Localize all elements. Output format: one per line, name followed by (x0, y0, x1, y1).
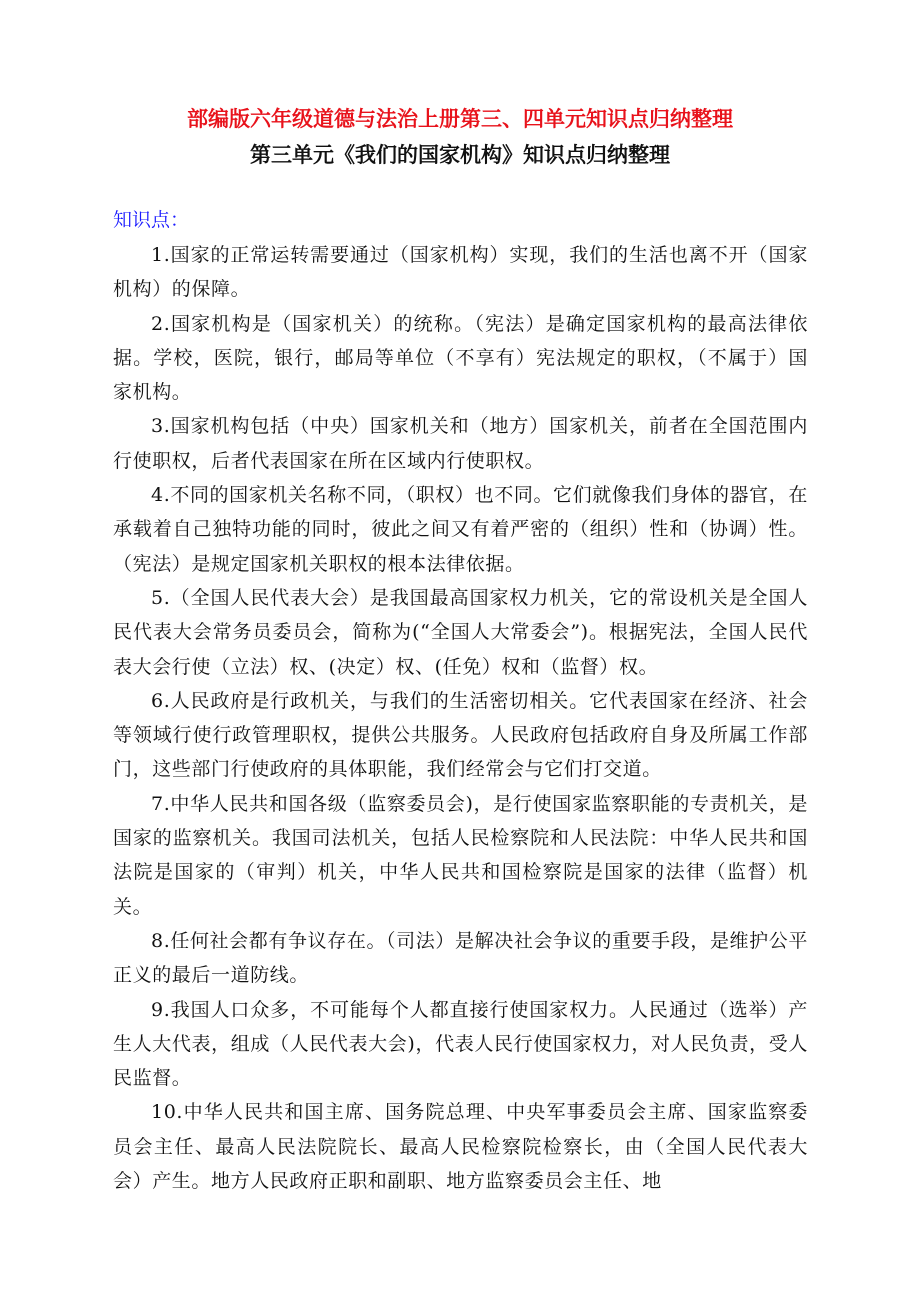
unit-subtitle: 第三单元《我们的国家机构》知识点归纳整理 (250, 143, 670, 167)
section-label: 知识点： (113, 209, 190, 231)
paragraph-3: 3.国家机构包括（中央）国家机关和（地方）国家机关，前者在全国范围内行使职权，后者代表国家在所在区域内行使职权。 (113, 415, 808, 472)
paragraph-8: 8.任何社会都有争议存在。（司法）是解决社会争议的重要手段，是维护公平正义的最后一道防线。 (113, 929, 808, 987)
document-body (113, 238, 808, 1198)
paragraph-5: 5.（全国人民代表大会）是我国最高国家权力机关，它的常设机关是全国人民代表大会常务员委员会，简称为(“全国人大常委会”)。根据宪法，全国人民代表大会行使（立法）权、(决定）权、(任免）权和（监督）权。 (113, 586, 808, 678)
paragraph-4: 4.不同的国家机关名称不同，（职权）也不同。它们就像我们身体的器官，在承载着自己独特功能的同时，彼此之间又有着严密的（组织）性和（协调）性。（宪法）是规定国家机关职权的根本法律依据。 (113, 484, 808, 575)
paragraph-1: 1.国家的正常运转需要通过（国家机构）实现，我们的生活也离不开（国家机构）的保障。 (113, 244, 808, 301)
paragraph-7: 7.中华人民共和国各级（监察委员会)，是行使国家监察职能的专责机关，是国家的监察机关。我国司法机关，包括人民检察院和人民法院：中华人民共和国法院是国家的（审判）机关，中华人民共和国检察院是国家的法律（监督）机关。 (113, 792, 808, 918)
paragraph-6: 6.人民政府是行政机关，与我们的生活密切相关。它代表国家在经济、社会等领域行使行政管理职权，提供公共服务。人民政府包括政府自身及所属工作部门，这些部门行使政府的具体职能，我们经常会与它们打交道。 (113, 689, 808, 781)
paragraph-9: 9.我国人口众多，不可能每个人都直接行使国家权力。人民通过（选举）产生人大代表，组成（人民代表大会)，代表人民行使国家权力，对人民负责，受人民监督。 (113, 998, 808, 1090)
paragraph-2: 2.国家机构是（国家机关）的统称。（宪法）是确定国家机构的最高法律依据。学校，医院，银行，邮局等单位（不享有）宪法规定的职权，（不属于）国家机构。 (113, 312, 808, 404)
paragraph-10: 10.中华人民共和国主席、国务院总理、中央军事委员会主席、国家监察委员会主任、最高人民法院院长、最高人民检察院检察长，由（全国人民代表大会）产生。地方人民政府正职和副职、地方监察委员会主任、地 (113, 1101, 808, 1193)
document-title: 部编版六年级道德与法治上册第三、四单元知识点归纳整理 (187, 107, 733, 131)
